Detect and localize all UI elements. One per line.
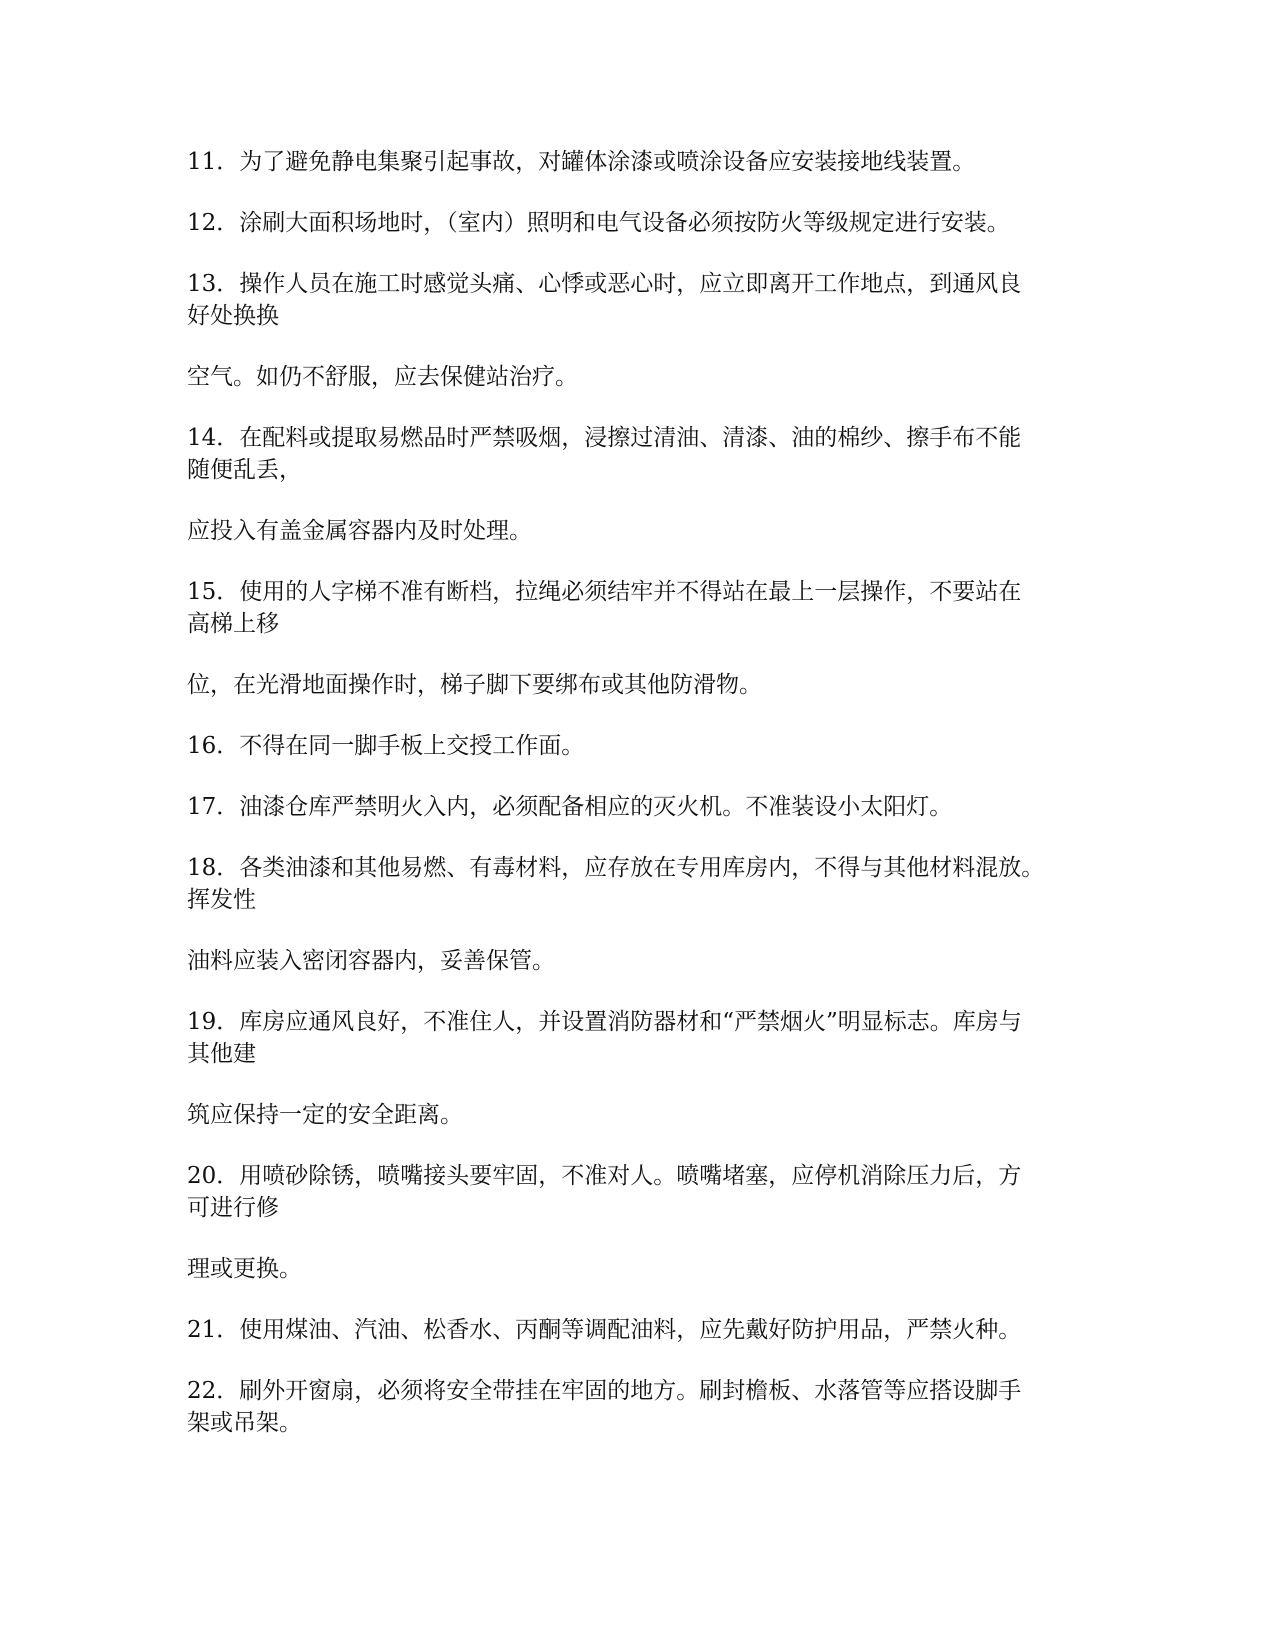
text-line: 13．操作人员在施工时感觉头痛、心悸或恶心时，应立即离开工作地点，到通风良 — [187, 271, 1022, 297]
text-line: 架或吊架。 — [187, 1410, 302, 1436]
text-line: 20．用喷砂除锈，喷嘴接头要牢固，不准对人。喷嘴堵塞，应停机消除压力后，方 — [187, 1163, 1022, 1189]
text-line: 15．使用的人字梯不准有断档，拉绳必须结牢并不得站在最上一层操作，不要站在 — [187, 579, 1022, 605]
text-line: 挥发性 — [187, 887, 256, 913]
text-line: 油料应装入密闭容器内，妥善保管。 — [187, 948, 555, 974]
paragraph-14-continued — [187, 515, 1087, 547]
paragraph-18-continued — [187, 945, 1087, 977]
text-line: 高梯上移 — [187, 611, 279, 637]
paragraph-22 — [187, 1375, 1087, 1439]
paragraph-17 — [187, 791, 1087, 823]
paragraph-12 — [187, 207, 1087, 239]
paragraph-16 — [187, 730, 1087, 762]
text-line: 18．各类油漆和其他易燃、有毒材料，应存放在专用库房内，不得与其他材料混放。 — [187, 855, 1045, 881]
paragraph-13-continued — [187, 361, 1087, 393]
text-line: 16．不得在同一脚手板上交授工作面。 — [187, 733, 585, 759]
text-line: 19．库房应通风良好，不准住人，并设置消防器材和“严禁烟火”明显标志。库房与 — [187, 1009, 1022, 1035]
paragraph-14 — [187, 422, 1087, 486]
text-line: 12．涂刷大面积场地时，（室内）照明和电气设备必须按防火等级规定进行安装。 — [187, 210, 1010, 236]
text-line: 好处换换 — [187, 303, 279, 329]
text-line: 17．油漆仓库严禁明火入内，必须配备相应的灭火机。不准装设小太阳灯。 — [187, 794, 953, 820]
text-line: 位，在光滑地面操作时，梯子脚下要绑布或其他防滑物。 — [187, 672, 762, 698]
paragraph-13 — [187, 268, 1087, 332]
text-line: 筑应保持一定的安全距离。 — [187, 1102, 463, 1128]
document-body — [187, 146, 1087, 1468]
paragraph-20-continued — [187, 1253, 1087, 1285]
text-line: 可进行修 — [187, 1195, 279, 1221]
text-line: 其他建 — [187, 1041, 256, 1067]
paragraph-19 — [187, 1006, 1087, 1070]
text-line: 随便乱丢， — [187, 457, 302, 483]
paragraph-20 — [187, 1160, 1087, 1224]
text-line: 22．刷外开窗扇，必须将安全带挂在牢固的地方。刷封檐板、水落管等应搭设脚手 — [187, 1378, 1022, 1404]
paragraph-19-continued — [187, 1099, 1087, 1131]
text-line: 11．为了避免静电集聚引起事故，对罐体涂漆或喷涂设备应安装接地线装置。 — [187, 149, 976, 175]
paragraph-18 — [187, 852, 1087, 916]
text-line: 21．使用煤油、汽油、松香水、丙酮等调配油料，应先戴好防护用品，严禁火种。 — [187, 1317, 1022, 1343]
paragraph-15 — [187, 576, 1087, 640]
text-line: 14．在配料或提取易燃品时严禁吸烟，浸擦过清油、清漆、油的棉纱、擦手布不能 — [187, 425, 1022, 451]
text-line: 理或更换。 — [187, 1256, 302, 1282]
paragraph-11 — [187, 146, 1087, 178]
paragraph-21 — [187, 1314, 1087, 1346]
paragraph-15-continued — [187, 669, 1087, 701]
text-line: 空气。如仍不舒服，应去保健站治疗。 — [187, 364, 578, 390]
text-line: 应投入有盖金属容器内及时处理。 — [187, 518, 532, 544]
